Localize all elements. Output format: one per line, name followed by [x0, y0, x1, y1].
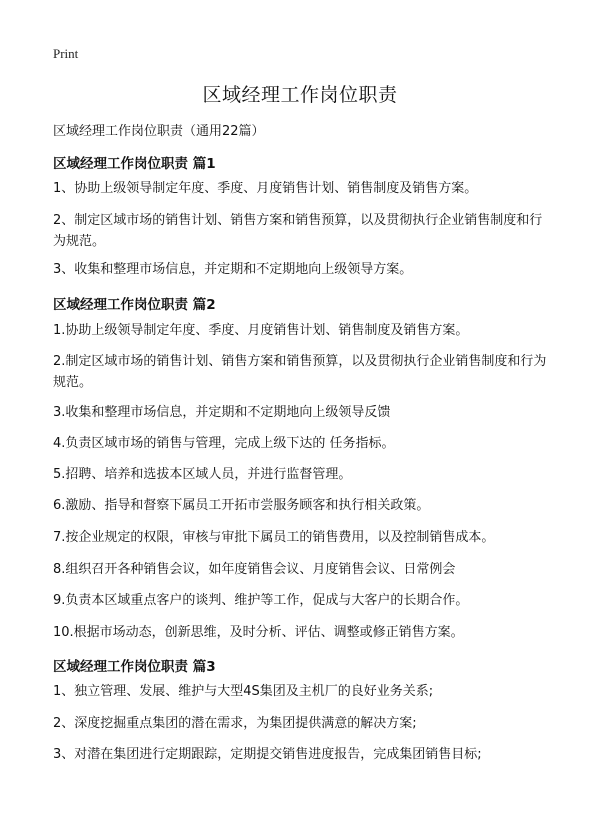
list-item: 7.按企业规定的权限，审核与审批下属员工的销售费用，以及控制销售成本。 — [53, 530, 495, 545]
section-heading-3: 区域经理工作岗位职责 篇3 — [53, 659, 216, 675]
list-item: 5.招聘、培养和选拔本区域人员，并进行监督管理。 — [53, 467, 352, 482]
list-item: 6.激励、指导和督察下属员工开拓市尝服务顾客和执行相关政策。 — [53, 498, 430, 513]
list-item: 1、独立管理、发展、维护与大型4S集团及主机厂的良好业务关系; — [53, 684, 434, 699]
section-heading-1: 区域经理工作岗位职责 篇1 — [53, 156, 216, 172]
list-item: 2、制定区域市场的销售计划、销售方案和销售预算，以及贯彻执行企业销售制度和行为规范。 — [53, 213, 543, 249]
document-subtitle: 区域经理工作岗位职责（通用22篇） — [53, 124, 265, 139]
list-item: 8.组织召开各种销售会议，如年度销售会议、月度销售会议、日常例会 — [53, 562, 456, 577]
list-item: 9.负责本区域重点客户的谈判、维护等工作，促成与大客户的长期合作。 — [53, 593, 469, 608]
page-title: 区域经理工作岗位职责 — [202, 84, 398, 106]
list-item: 1.协助上级领导制定年度、季度、月度销售计划、销售制度及销售方案。 — [53, 323, 469, 338]
list-item: 3、对潜在集团进行定期跟踪，定期提交销售进度报告，完成集团销售目标; — [53, 747, 482, 762]
list-item: 10.根据市场动态，创新思维，及时分析、评估、调整或修正销售方案。 — [53, 625, 464, 640]
list-item: 3.收集和整理市场信息，并定期和不定期地向上级领导反馈 — [53, 405, 391, 420]
section-heading-2: 区域经理工作岗位职责 篇2 — [53, 297, 216, 313]
list-item: 1、协助上级领导制定年度、季度、月度销售计划、销售制度及销售方案。 — [53, 181, 478, 196]
list-item: 2、深度挖掘重点集团的潜在需求，为集团提供满意的解决方案; — [53, 716, 417, 731]
print-link[interactable]: Print — [53, 46, 79, 61]
list-item: 2.制定区域市场的销售计划、销售方案和销售预算，以及贯彻执行企业销售制度和行为规范。 — [53, 354, 547, 390]
list-item: 3、收集和整理市场信息，并定期和不定期地向上级领导方案。 — [53, 262, 413, 277]
list-item: 4.负责区域市场的销售与管理，完成上级下达的 任务指标。 — [53, 436, 395, 451]
